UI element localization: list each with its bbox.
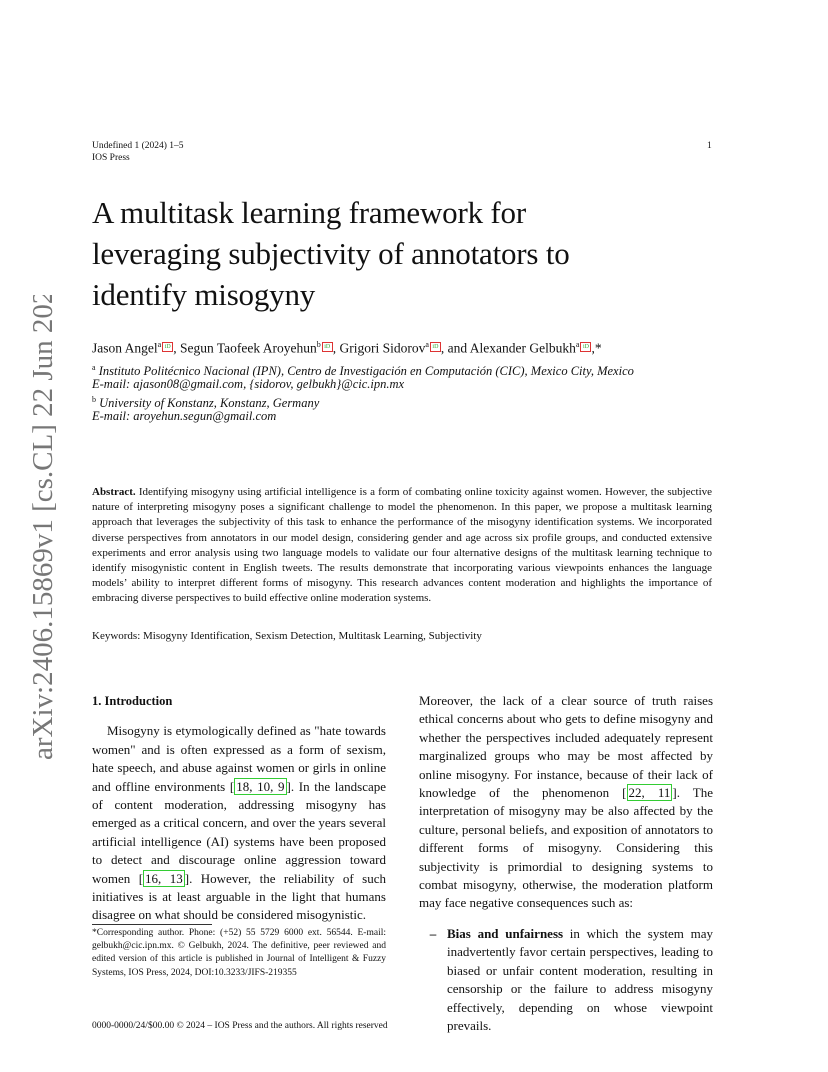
affil-marker: a xyxy=(575,340,580,349)
author-name: Jason Angel xyxy=(92,340,158,356)
paragraph-text: Moreover, the lack of a clear source of truth raises ethical concerns about who gets to define misogyny and whether the perspectives included adequately represent marginalized groups who may be most affected by online misogyny. For instance, because of their lack of knowledge of the phenomenon [ xyxy=(419,693,713,801)
footnote: *Corresponding author. Phone: (+52) 55 5729 6000 ext. 56544. E-mail: gelbukh@cic.ipn.mx. © Gelbukh, 2024. The definitive, peer reviewed and edited version of this article is published in Journal of Intelligent & Fuzzy Systems, IOS Press, 2024, DOI:10.3233/JIFS-219355 xyxy=(92,928,386,978)
keywords: Keywords: Misogyny Identification, Sexism Detection, Multitask Learning, Subjectivity xyxy=(92,630,482,642)
orcid-icon[interactable]: iD xyxy=(322,342,333,352)
bullet-bold: Bias and unfairness xyxy=(447,925,564,941)
orcid-icon[interactable]: iD xyxy=(430,342,441,352)
affil-marker: a xyxy=(425,340,429,349)
email-b[interactable]: E-mail: aroyehun.segun@gmail.com xyxy=(92,409,277,423)
citation-link[interactable]: 16, 13 xyxy=(145,870,183,886)
page-number: 1 xyxy=(707,141,712,151)
bullet-marker: – xyxy=(429,925,437,941)
title-line: identify misogyny xyxy=(92,277,316,312)
affiliation-text: University of Konstanz, Konstanz, Germany xyxy=(99,396,320,411)
arxiv-id-text: arXiv:2406.15869v1 [cs.CL] 22 Jun 2024 xyxy=(27,295,59,760)
citation-link[interactable]: 22, 11 xyxy=(628,785,671,801)
title-line: leveraging subjectivity of annotators to xyxy=(92,236,570,271)
author-name: Segun Taofeek Aroyehun xyxy=(179,340,317,356)
affil-marker: a xyxy=(157,340,162,349)
author-separator: , xyxy=(332,340,340,356)
affil-marker: a xyxy=(92,363,96,372)
section-heading: 1. Introduction xyxy=(92,694,173,708)
right-column xyxy=(419,692,713,1035)
orcid-icon[interactable]: iD xyxy=(580,342,591,352)
paragraph-text: ]. However, the reliability of such initiatives is at least arguable in the light that humans disagree on what should be considered misogynistic. xyxy=(92,870,386,923)
author-separator: , and xyxy=(440,340,470,356)
intro-paragraph xyxy=(92,722,386,924)
paragraph-text: ]. In the landscape of content moderation, addressing misogyny has emerged as a critical concern, and over the years several artificial intelligence (AI) systems have been proposed to detect and discourage online aggression toward women [ xyxy=(92,778,387,886)
affil-marker: b xyxy=(316,340,321,349)
affil-marker: b xyxy=(92,395,96,404)
author-name: Alexander Gelbukh xyxy=(469,340,576,356)
abstract xyxy=(92,485,712,607)
paper-title xyxy=(92,192,692,315)
bullet-body: in which the system may inadvertently favor certain perspectives, leading to biased or unfair content moderation, resulting in censorship or the failure to address misogyny effectively, depending on whose viewpoint prevails. xyxy=(447,925,713,1033)
bullet-text xyxy=(447,925,713,1035)
citation-link[interactable]: 18, 10, 9 xyxy=(236,778,285,794)
paragraph xyxy=(419,692,713,913)
author-separator: , xyxy=(173,340,180,356)
arxiv-sidebar-id xyxy=(6,295,70,765)
abstract-text: Identifying misogyny using artificial intelligence is a form of combating online toxicity against women. However, the subjective nature of interpreting misogyny poses a significant challenge to model the phenomenon. In this paper, we propose a multitask learning approach that leverages the subjectivity of this task to enhance the performance of the misogyny identification systems. We incorporated diverse perspectives from annotators in our model design, considering gender and age across six profile groups, and conducted extensive experiments and error analysis using two language models to validate our four alternative designs of the multitask learning technique to identify misogynistic content in English tweets. The results demonstrate that incorporating various viewpoints enhances the language models’ ability to interpret different forms of misogyny. This research advances content moderation and highlights the importance of embracing diverse perspectives to build effective online moderation systems. xyxy=(92,486,713,605)
bullet-item xyxy=(419,925,713,1035)
footnote-rule xyxy=(92,924,212,925)
left-column xyxy=(92,692,386,925)
corresponding-marker: ,* xyxy=(591,340,602,356)
email-a[interactable]: E-mail: ajason08@gmail.com, {sidorov, gelbukh}@cic.ipn.mx xyxy=(92,377,405,391)
paragraph-text: Misogyny is etymologically defined as "hate towards women" and is often expressed as a form of sexism, hate speech, and abuse against women or girls in online and offline environments [ xyxy=(92,723,386,794)
journal-header xyxy=(92,140,184,164)
title-line: A multitask learning framework for xyxy=(92,195,526,230)
author-list xyxy=(92,340,792,357)
paragraph-text: ]. The interpretation of misogyny may be also affected by the culture, personal beliefs, and exposition of annotators to different forms of misogyny. Considering this subjectivity is primordial to designing systems to combat misogyny, otherwise, the moderation platform may face negative consequences such as: xyxy=(419,785,713,911)
journal-line: Undefined 1 (2024) 1–5 xyxy=(92,141,184,151)
orcid-icon[interactable]: iD xyxy=(162,342,173,352)
author-name: Grigori Sidorov xyxy=(339,340,426,356)
publisher: IOS Press xyxy=(92,153,130,163)
abstract-label: Abstract. xyxy=(92,486,136,498)
page-footer: 0000-0000/24/$00.00 © 2024 – IOS Press and the authors. All rights reserved xyxy=(92,1021,388,1031)
affiliation-text: Instituto Politécnico Nacional (IPN), Centro de Investigación en Computación (CIC), Mexico City, Mexico xyxy=(98,364,634,379)
